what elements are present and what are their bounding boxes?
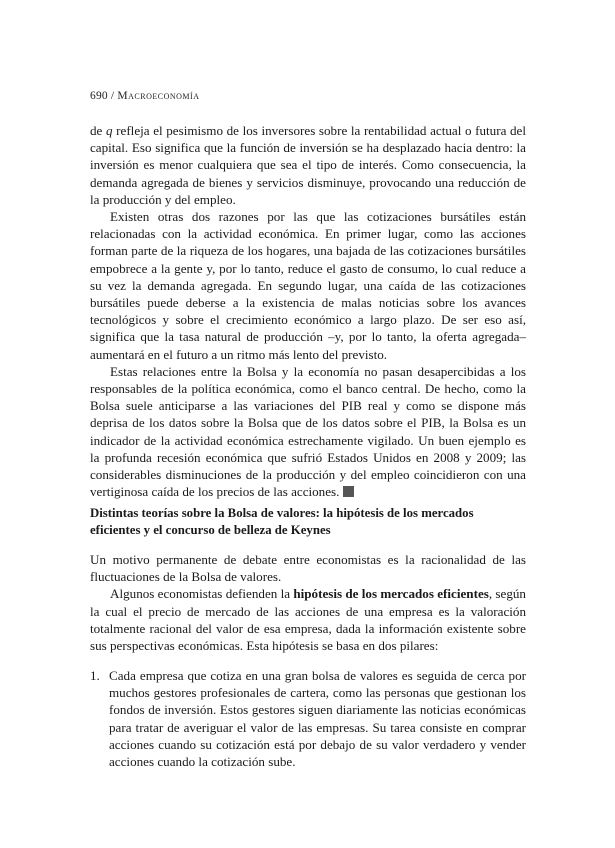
numbered-list bbox=[90, 667, 526, 770]
list-item bbox=[90, 667, 526, 770]
paragraph-1 bbox=[90, 122, 526, 208]
body-text-block bbox=[90, 122, 526, 500]
section-paragraph-2 bbox=[90, 585, 526, 654]
section-paragraph-2-rest: , según la cual el precio de mercado de las acciones de una empresa es la valoración totalmente racional del valor de esa empresa, dada la información existente sobre sus perspectivas económicas. Esta hipótesis se basa en dos pilares: bbox=[90, 586, 526, 654]
section-heading: Distintas teorías sobre la Bolsa de valores: la hipótesis de los mercados eficientes y el concurso de belleza de Keynes bbox=[90, 506, 474, 537]
paragraph-1-rest: refleja el pesimismo de los inversores sobre la rentabilidad actual o futura del capital. Eso significa que la función de inversión se ha desplazado hacia dentro: la inversión es menor cualquiera que sea el tipo de interés. Como consecuencia, la demanda agregada de bienes y servicios disminuye, provocando una reducción de la producción y del empleo. bbox=[90, 123, 526, 207]
variable-q: q bbox=[105, 123, 113, 138]
list-item-text: Cada empresa que cotiza en una gran bolsa de valores es seguida de cerca por muchos gestores profesionales de cartera, como las personas que gestionan los fondos de inversión. Estos gestores siguen diariamente las noticias económicas para tratar de averiguar el valor de las empresas. Su tarea consiste en comprar acciones cuando su cotización está por debajo de su valor verdadero y vender acciones cuando la cotización sube. bbox=[109, 668, 526, 770]
running-head-separator: / bbox=[107, 90, 118, 102]
section-paragraph-2-prefix: Algunos economistas defienden la bbox=[110, 586, 294, 602]
page-number: 690 bbox=[90, 90, 108, 102]
book-title: Macroeconomía bbox=[117, 90, 200, 102]
paragraph-2: Existen otras dos razones por las que las cotizaciones bursátiles están relacionadas con la actividad económica. En primer lugar, como las acciones forman parte de la riqueza de los hogares, una bajada de las cotizaciones bursátiles empobrece a la gente y, por lo tanto, reduce el gasto de consumo, lo cual reduce a su vez la demanda agregada. En segundo lugar, una caída de las cotizaciones bursátiles puede deberse a la existencia de malas noticias sobre los avances tecnológicos y sobre el crecimiento económico a largo plazo. De ser eso así, significa que la tasa natural de producción –y, por lo tanto, la oferta agregada– aumentará en el futuro a un ritmo más lento del previsto. bbox=[90, 209, 526, 362]
end-of-box-icon bbox=[343, 486, 354, 497]
running-head bbox=[90, 90, 199, 102]
list-item-number: 1. bbox=[90, 668, 100, 683]
paragraph-3 bbox=[90, 363, 526, 501]
key-term: hipótesis de los mercados eficientes bbox=[293, 586, 489, 602]
section-text-block bbox=[90, 551, 526, 654]
paragraph-3-text: Estas relaciones entre la Bolsa y la economía no pasan desapercibidas a los responsables de la política económica, como el banco central. De hecho, como la Bolsa suele anticiparse a las variaciones del PIB real y como se dispone más deprisa de los datos sobre la Bolsa que de los datos sobre el PIB, la Bolsa es un indicador de la actividad económica estrechamente vigilado. Un buen ejemplo es la profunda recesión económica que sufrió Estados Unidos en 2008 y 2009; las considerables disminuciones de la producción y del empleo coincidieron con una vertiginosa caída de los precios de las acciones. bbox=[90, 363, 526, 500]
paragraph-1-prefix: de bbox=[90, 123, 106, 138]
section-paragraph-1: Un motivo permanente de debate entre economistas es la racionalidad de las fluctuaciones de la Bolsa de valores. bbox=[90, 552, 526, 585]
